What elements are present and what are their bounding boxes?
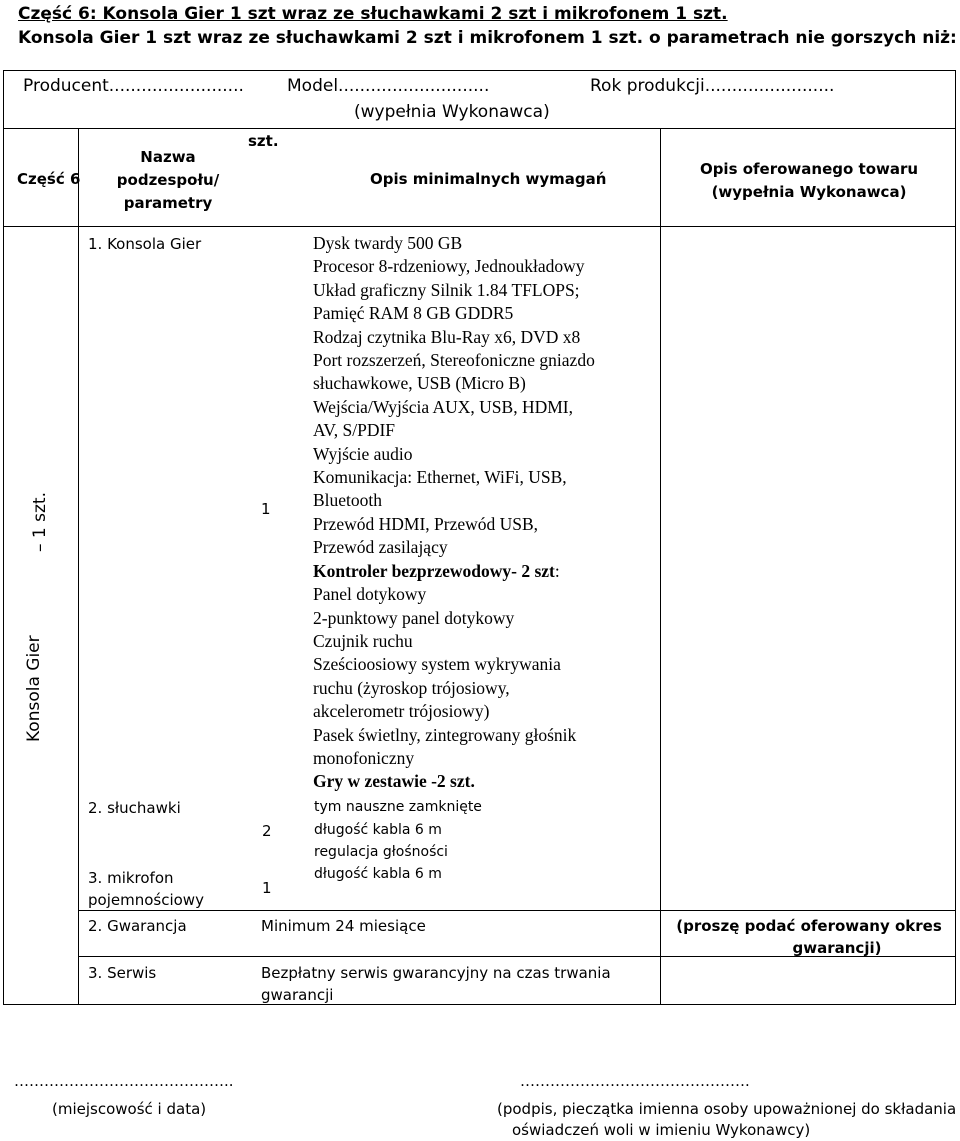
component-header [98,146,238,215]
headphones-item-name: 2. słuchawki [88,799,181,817]
component-header-line: Nazwa [140,148,196,166]
spec-line: Wejścia/Wyjścia AUX, USB, HDMI, [313,396,574,417]
microphone-item-name [88,867,204,911]
warranty-value: Minimum 24 miesiące [261,917,426,935]
spec-line: Dysk twardy 500 GB [313,233,463,253]
service-label: 3. Serwis [88,964,157,982]
spec-line: Przewód HDMI, Przewód USB, [313,513,539,534]
console-spec-list [313,232,595,794]
signature-dots: ………………………………………. [520,1072,750,1090]
year-field: Rok produkcji........................ [590,76,835,96]
offered-product-header [664,158,954,204]
spec-line: Przewód zasilający [313,537,448,558]
min-requirements-header: Opis minimalnych wymagań [370,170,607,188]
signature-label-continued: oświadczeń woli w imieniu Wykonawcy) [512,1121,811,1139]
spec-line: Procesor 8-rdzeniowy, Jednoukładowy [313,256,585,277]
warranty-offer-line: gwarancji) [792,939,882,957]
component-header-line: parametry [123,194,213,212]
part-header: Część 6 [17,170,81,188]
service-value-line: gwarancji [261,986,334,1004]
console-item-name: 1. Konsola Gier [88,235,202,253]
model-field: Model............................ [287,76,490,96]
spec-line: Wyjście audio [313,443,413,464]
spec-line: akcelerometr trójosiowy) [313,701,490,722]
row-divider [3,128,956,129]
games-line: Gry w zestawie -2 szt. [313,771,475,792]
place-date-label: (miejscowość i data) [52,1100,207,1118]
section-subtitle: Konsola Gier 1 szt wraz ze słuchawkami 2 szt i mikrofonem 1 szt. o parametrach nie gorszych niż: [18,28,957,48]
column-divider [78,128,79,1005]
spec-line: AV, S/PDIF [313,420,396,441]
warranty-offer-line: (proszę podać oferowany okres [676,917,942,935]
side-label-quantity: – 1 szt. [30,492,50,552]
offered-product-header-line: (wypełnia Wykonawca) [711,183,907,201]
warranty-label: 2. Gwarancja [88,917,187,935]
section-title: Część 6: Konsola Gier 1 szt wraz ze słuchawkami 2 szt i mikrofonem 1 szt. [18,4,728,24]
spec-line: Pasek świetlny, zintegrowany głośnik [313,724,577,745]
producer-field: Producent......................... [23,76,244,96]
spec-line: Bluetooth [313,490,383,511]
microphone-quantity: 1 [262,879,272,897]
controller-label: Kontroler bezprzewodowy- 2 szt [313,560,555,581]
place-date-dots: …………………………………….. [14,1072,234,1090]
spec-line: tym nauszne zamknięte [314,799,482,815]
spec-line: Czujnik ruchu [313,630,413,651]
spec-line: Pamięć RAM 8 GB GDDR5 [313,303,514,324]
spec-line: Rodzaj czytnika Blu-Ray x6, DVD x8 [313,326,581,347]
spec-line: regulacja głośności [314,844,448,860]
spec-line: słuchawkowe, USB (Micro B) [313,373,526,394]
headphones-quantity: 2 [262,822,272,840]
spec-line: Układ graficzny Silnik 1.84 TFLOPS; [313,279,580,300]
controller-heading [313,560,595,583]
controller-colon: : [554,560,560,581]
service-value-line: Bezpłatny serwis gwarancyjny na czas trwania [261,964,611,982]
side-label-console: Konsola Gier [24,635,44,742]
spec-line: Komunikacja: Ethernet, WiFi, USB, [313,467,567,488]
service-value [261,962,611,1006]
filled-by-contractor-note: (wypełnia Wykonawca) [354,102,550,122]
column-divider [660,128,661,1005]
row-divider [3,226,956,227]
console-quantity: 1 [261,500,271,518]
microphone-name-line: pojemnościowy [88,891,204,909]
spec-line: Port rozszerzeń, Stereofoniczne gniazdo [313,350,595,371]
warranty-offer-request [664,915,954,959]
spec-line: ruchu (żyroskop trójosiowy, [313,677,510,698]
offered-product-header-line: Opis oferowanego towaru [699,160,919,178]
component-header-line: podzespołu/ [116,171,220,189]
spec-line: 2-punktowy panel dotykowy [313,607,515,628]
microphone-spec: długość kabla 6 m [314,866,442,882]
spec-line: Panel dotykowy [313,584,427,605]
spec-line: Sześcioosiowy system wykrywania [313,654,561,675]
microphone-name-line: 3. mikrofon [88,869,174,887]
headphones-spec-list [314,796,482,864]
signature-label: (podpis, pieczątka imienna osoby upoważnionej do składania [497,1100,957,1118]
spec-line: długość kabla 6 m [314,821,442,838]
spec-line: monofoniczny [313,747,415,768]
quantity-header: szt. [248,132,279,150]
row-divider [78,910,956,911]
